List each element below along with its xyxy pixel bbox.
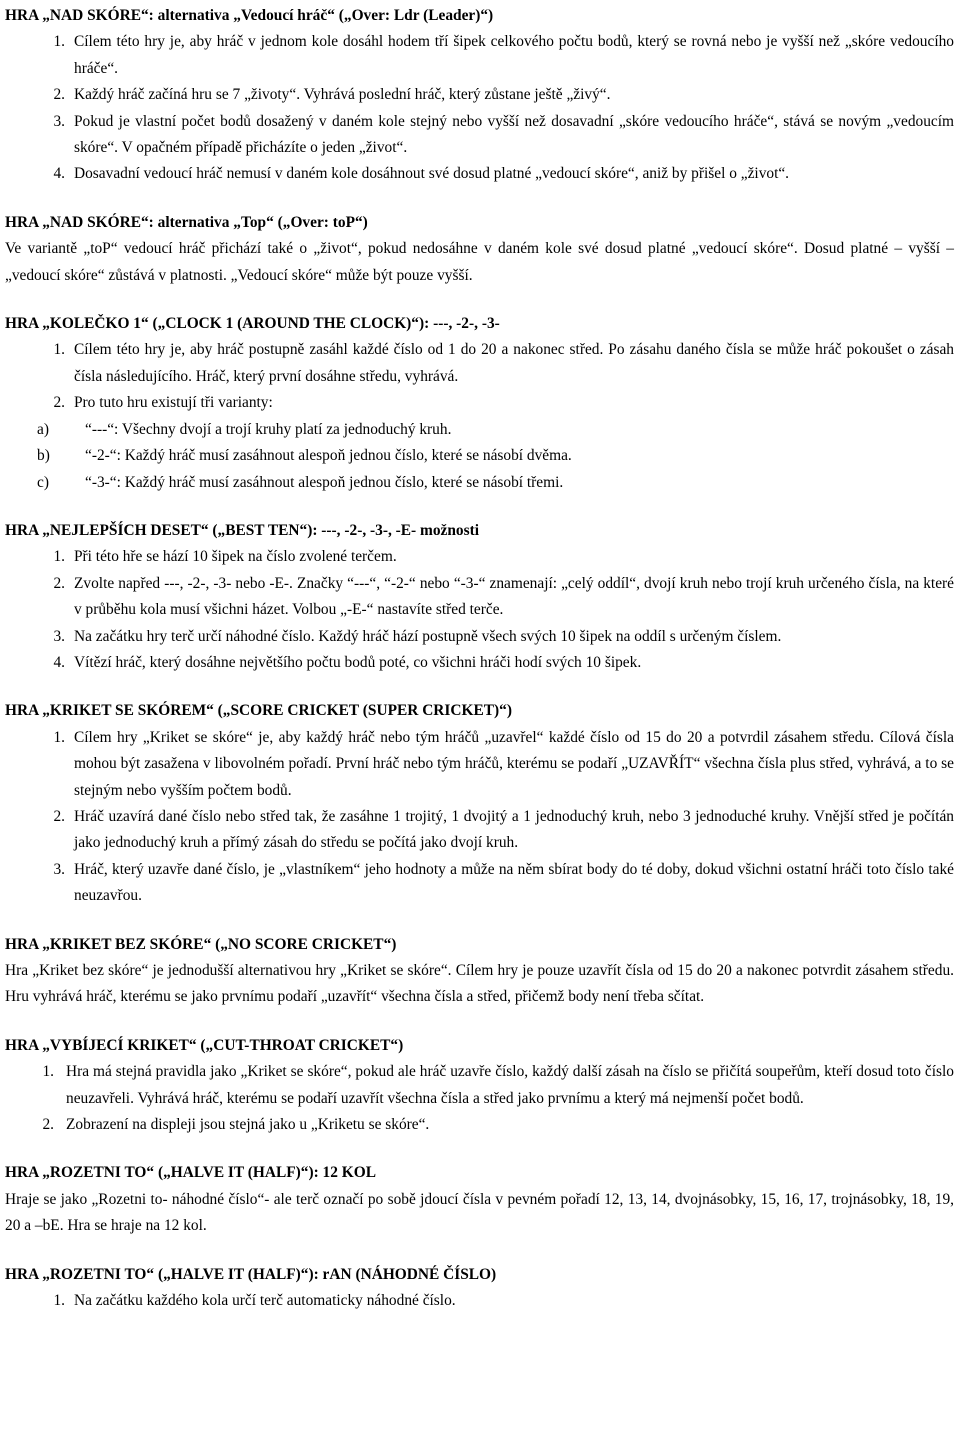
section-over-top — [5, 210, 954, 289]
list-item: 3. Hráč, který uzavře dané číslo, je „vlastníkem“ jeho hodnoty a může na něm sbírat body do té doby, dokud všichni ostatní hráči toto číslo také neuzavřou. — [53, 860, 954, 905]
list-item: 3. Na začátku hry terč určí náhodné číslo. Každý hráč hází postupně všech svých 10 šipek na oddíl s určeným číslem. — [53, 627, 782, 645]
list-item: 2. Hráč uzavírá dané číslo nebo střed tak, že zasáhne 1 trojitý, 1 dvojitý a 1 jednoduchý kruh, nebo 3 jednoduché kruhy. Vnější střed je počítán jako jednoduchý kruh a přímý zásah do středu se počítá jako dvojí kruh. — [53, 807, 954, 852]
list-item: 2. Každý hráč začíná hru se 7 „životy“. Vyhrává poslední hráč, který zůstane ještě „živý“. — [53, 86, 611, 104]
section-title: HRA „ROZETNI TO“ („HALVE IT (HALF)“): 12 KOL — [5, 1164, 377, 1182]
section-title: HRA „KRIKET SE SKÓREM“ („SCORE CRICKET (SUPER CRICKET)“) — [5, 702, 512, 720]
list-item: 3. Pokud je vlastní počet bodů dosažený v daném kole stejný nebo vyšší než dosavadní „skóre vedoucího hráče“, stává se novým „vedoucím skóre“. V opačném případě přicházíte o jeden „život“. — [53, 112, 954, 157]
section-halve-it-random — [5, 1262, 954, 1315]
list-item: 1. Při této hře se hází 10 šipek na číslo zvolené terčem. — [53, 548, 397, 566]
section-halve-it-12 — [5, 1160, 954, 1239]
section-score-cricket — [5, 698, 954, 909]
section-cut-throat-cricket — [5, 1033, 954, 1139]
section-title: HRA „VYBÍJECÍ KRIKET“ („CUT-THROAT CRICKET“) — [5, 1036, 404, 1054]
sub-list-item: c) “-3-“: Každý hráč musí zasáhnout alespoň jednou číslo, které se násobí třemi. — [37, 473, 564, 491]
section-best-ten — [5, 518, 954, 676]
section-clock-1 — [5, 311, 954, 496]
section-title: HRA „ROZETNI TO“ („HALVE IT (HALF)“): rAN (NÁHODNÉ ČÍSLO) — [5, 1265, 497, 1283]
section-title: HRA „NAD SKÓRE“: alternativa „Top“ („Over: toP“) — [5, 213, 368, 231]
list-item: 1. Hra má stejná pravidla jako „Kriket se skóre“, pokud ale hráč uzavře číslo, každý další zásah na číslo se přičítá soupeřům, kteří dosud toto číslo neuzavřeli. Vyhrává hráč, kterému se podaří uzavřít všechna čísla a střed jako prvnímu a který má nejmenší počet bodů. — [42, 1063, 954, 1107]
section-paragraph: Hra „Kriket bez skóre“ je jednodušší alternativou hry „Kriket se skóre“. Cílem hry je pouze uzavřít čísla od 15 do 20 a nakonec potvrdit zásahem středu. Hru vyhrává hráč, kterému se jako prvnímu podaří „uzavřít“ všechna čísla a střed, přičemž body není třeba sčítat. — [5, 962, 954, 1006]
list-item: 2. Zobrazení na displeji jsou stejná jako u „Kriketu se skóre“. — [42, 1116, 430, 1134]
section-paragraph: Hraje se jako „Rozetni to- náhodné číslo“- ale terč označí po sobě jdoucí čísla v pevném pořadí 12, 13, 14, dvojnásobky, 15, 16, 17, trojnásobky, 18, 19, 20 a –bE. Hra se hraje na 12 kol. — [5, 1190, 954, 1235]
list-item: 1. Na začátku každého kola určí terč automaticky náhodné číslo. — [53, 1292, 456, 1310]
section-no-score-cricket — [5, 932, 954, 1011]
sub-list-item: b) “-2-“: Každý hráč musí zasáhnout alespoň jednou číslo, které se násobí dvěma. — [37, 447, 572, 465]
section-over-leader — [5, 3, 954, 188]
section-paragraph: Ve variantě „toP“ vedoucí hráč přichází také o „život“, pokud nedosáhne v daném kole své dosud platné „vedoucí skóre“. Dosud platné – vyšší – „vedoucí skóre“ zůstává v platnosti. „Vedoucí skóre“ může být pouze vyšší. — [5, 240, 954, 284]
list-item: 1. Cílem této hry je, aby hráč v jednom kole dosáhl hodem tří šipek celkového počtu bodů, který se rovná nebo je vyšší než „skóre vedoucího hráče“. — [53, 33, 954, 77]
section-title: HRA „NAD SKÓRE“: alternativa „Vedoucí hráč“ („Over: Ldr (Leader)“) — [5, 7, 494, 24]
list-item: 1. Cílem hry „Kriket se skóre“ je, aby každý hráč nebo tým hráčů „uzavřel“ každé číslo od 15 do 20 a potvrdil zásahem středu. Cílová čísla mohou být zasažena v libovolném pořadí. První hráč nebo tým hráčů, kterému se podaří „UZAVŘÍT“ všechna čísla plus střed, vyhrává, a to se stejným nebo vyšším počtem bodů. — [53, 728, 954, 799]
list-item: 4. Vítězí hráč, který dosáhne největšího počtu bodů poté, co všichni hráči hodí svých 10 šipek. — [53, 653, 642, 671]
section-title: HRA „KRIKET BEZ SKÓRE“ („NO SCORE CRICKET“) — [5, 935, 397, 953]
section-title: HRA „KOLEČKO 1“ („CLOCK 1 (AROUND THE CLOCK)“): ---, -2-, -3- — [5, 315, 500, 333]
list-item: 2. Pro tuto hru existují tři varianty: — [53, 394, 273, 412]
section-title: HRA „NEJLEPŠÍCH DESET“ („BEST TEN“): ---, -2-, -3-, -E- možnosti — [5, 521, 480, 539]
list-item: 2. Zvolte napřed ---, -2-, -3- nebo -E-. Značky “---“, “-2-“ nebo “-3-“ znamenají: „celý oddíl“, dvojí kruh nebo trojí kruh určeného čísla, na které v průběhu kola musí všichni házet. Volbou „-E-“ nastavíte střed terče. — [53, 574, 954, 619]
list-item: 4. Dosavadní vedoucí hráč nemusí v daném kole dosáhnout své dosud platné „vedoucí skóre“, aniž by přišel o „život“. — [53, 165, 790, 183]
sub-list-item: a) “---“: Všechny dvojí a trojí kruhy platí za jednoduchý kruh. — [37, 420, 452, 438]
list-item: 1. Cílem této hry je, aby hráč postupně zasáhl každé číslo od 1 do 20 a nakonec střed. Po zásahu daného čísla se může hráč pokoušet o zásah čísla následujícího. Hráč, který první dosáhne středu, vyhrává. — [53, 341, 954, 385]
